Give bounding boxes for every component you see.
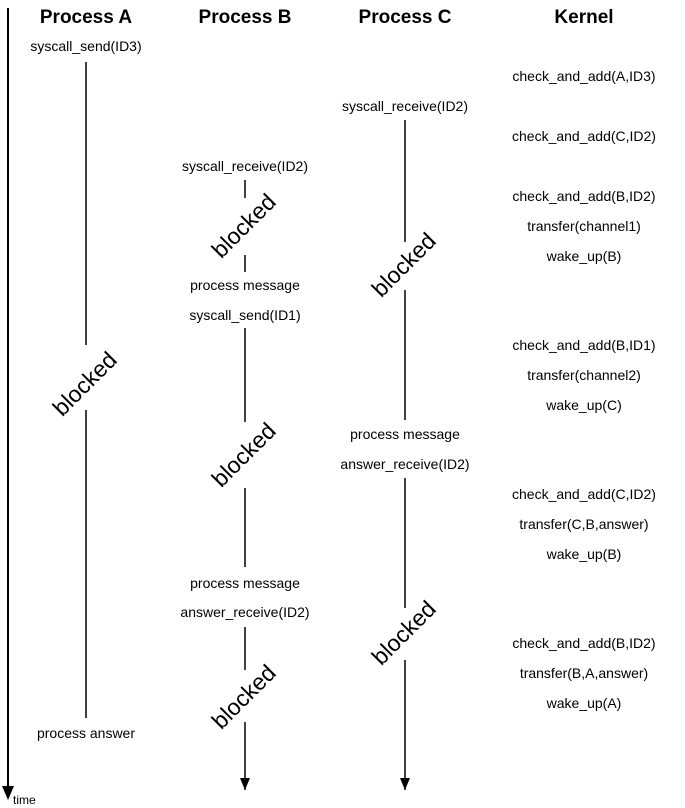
kernel-op-1: check_and_add(A,ID3) [512,68,656,84]
kernel-op-7: transfer(channel2) [527,367,641,383]
a-syscall-send: syscall_send(ID3) [30,38,142,54]
kernel-op-6: check_and_add(B,ID1) [512,337,656,353]
b-answer-receive: answer_receive(ID2) [180,604,310,620]
c-blocked-2: blocked [366,595,441,670]
header-process-b: Process B [198,7,292,28]
b-blocked-1: blocked [206,188,281,263]
kernel-op-9: check_and_add(C,ID2) [512,486,656,502]
c-syscall-receive: syscall_receive(ID2) [341,98,469,114]
kernel-op-14: wake_up(A) [546,695,622,711]
time-label: time [13,793,36,807]
a-blocked: blocked [47,346,122,421]
header-process-a: Process A [39,7,133,28]
kernel-op-8: wake_up(C) [546,397,622,413]
c-blocked-1: blocked [366,227,441,302]
b-blocked-2: blocked [206,417,281,492]
b-process-message-1: process message [190,277,300,293]
kernel-op-3: check_and_add(B,ID2) [512,188,656,204]
b-blocked-3: blocked [206,659,281,734]
a-process-answer: process answer [36,725,136,741]
c-answer-receive: answer_receive(ID2) [340,456,470,472]
kernel-op-12: check_and_add(B,ID2) [512,635,656,651]
kernel-op-10: transfer(C,B,answer) [519,516,649,532]
kernel-op-2: check_and_add(C,ID2) [512,128,656,144]
header-kernel: Kernel [554,7,614,28]
c-process-message: process message [350,426,460,442]
b-process-message-2: process message [190,575,300,591]
header-process-c: Process C [358,7,452,28]
kernel-op-4: transfer(channel1) [527,218,641,234]
b-syscall-send: syscall_send(ID1) [189,307,301,323]
kernel-op-13: transfer(B,A,answer) [519,665,649,681]
b-syscall-receive: syscall_receive(ID2) [181,158,309,174]
kernel-op-5: wake_up(B) [546,248,622,264]
kernel-op-11: wake_up(B) [546,546,622,562]
